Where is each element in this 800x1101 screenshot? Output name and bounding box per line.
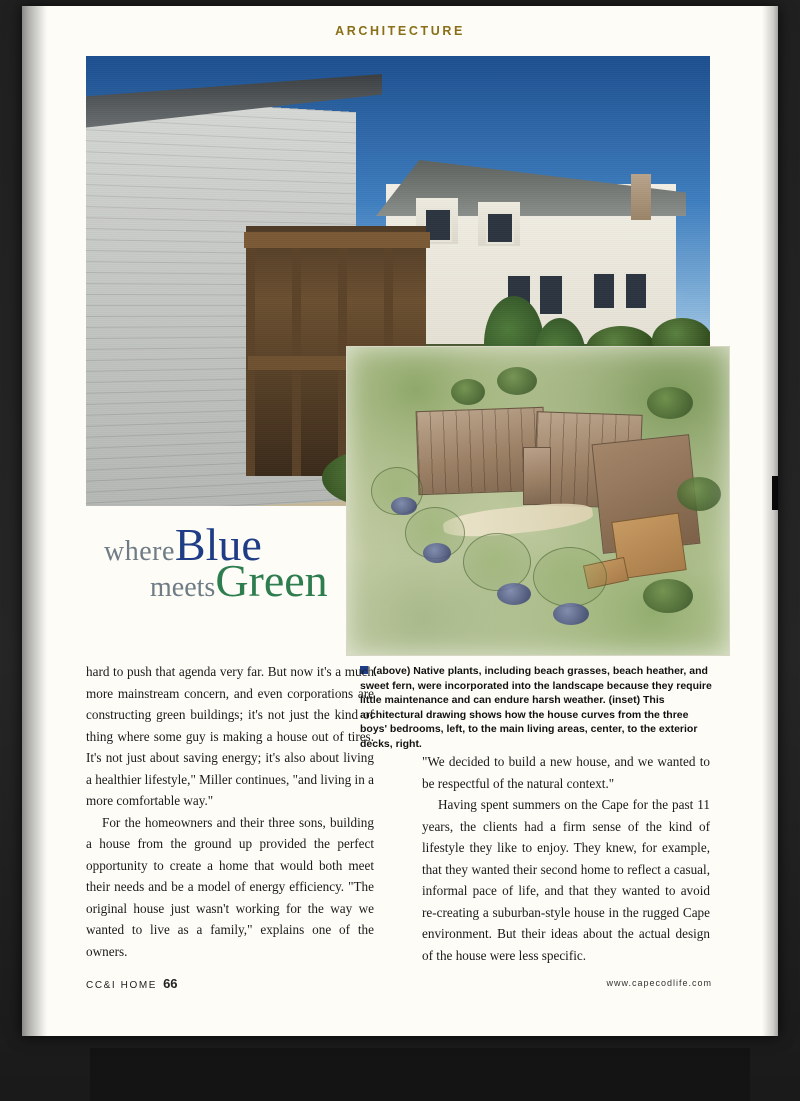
publication-name: CC&I HOME bbox=[86, 980, 158, 991]
page-number: 66 bbox=[163, 976, 178, 991]
footer-publication bbox=[86, 976, 178, 991]
desk-shadow bbox=[90, 1048, 750, 1101]
caption-text: (above) Native plants, including beach grasses, beach heather, and sweet fern, were incorporated into the landscape because they require little maintenance and can endure harsh weather. (inset) This architectural drawing shows how the house curves from the three boys' bedrooms, left, to the main living areas, center, to the exterior decks, right. bbox=[360, 665, 712, 750]
window-2 bbox=[486, 212, 514, 244]
chimney bbox=[631, 174, 651, 220]
footer-website: www.capecodlife.com bbox=[606, 978, 712, 988]
window-5 bbox=[592, 272, 616, 310]
paragraph-right-1: "We decided to build a new house, and we wanted to be respectful of the natural context." bbox=[422, 754, 710, 791]
body-column-right bbox=[422, 751, 710, 966]
title-word-green: Green bbox=[215, 555, 328, 606]
title-word-meets: meets bbox=[150, 572, 216, 603]
article-title bbox=[86, 518, 356, 610]
window-6 bbox=[624, 272, 648, 310]
body-column-left bbox=[86, 661, 374, 962]
page-edge-marker bbox=[772, 476, 778, 510]
inset-site-plan bbox=[346, 346, 730, 656]
title-word-blue: Blue bbox=[174, 519, 262, 570]
magazine-page bbox=[22, 6, 778, 1036]
plan-paper-edge bbox=[347, 347, 729, 655]
photo-caption bbox=[360, 664, 712, 751]
section-kicker: ARCHITECTURE bbox=[335, 24, 465, 38]
paragraph-right-2: Having spent summers on the Cape for the past 11 years, the clients had a firm sense of the kind of lifestyle they like to enjoy. They knew, for example, that they wanted their second home to reflect a casual, informal pace of life, and that they wanted to avoid re-creating a suburban-style house in the rugged Cape environment. But their ideas about the actual design of the house were less specific. bbox=[422, 797, 710, 963]
porch-beam bbox=[244, 232, 430, 248]
paragraph-left-1: hard to push that agenda very far. But now it's a much more mainstream concern, and even corporations are constructing green buildings; it's not just the kind of thing where some guy is making a house out of tires. It's not just about saving energy; it's also about living a healthier lifestyle," Miller continues, "and living in a more comfortable way." bbox=[86, 664, 374, 808]
title-word-where: where bbox=[104, 536, 175, 567]
paragraph-left-2: For the homeowners and their three sons, building a house from the ground up provided the perfect opportunity to create a home that would both meet their needs and be a model of energy efficiency. "The original house just wasn't working for the way we wanted to live as a family," explains one of the owners. bbox=[86, 814, 374, 959]
window-4 bbox=[538, 274, 564, 316]
title-line-2 bbox=[150, 554, 328, 607]
